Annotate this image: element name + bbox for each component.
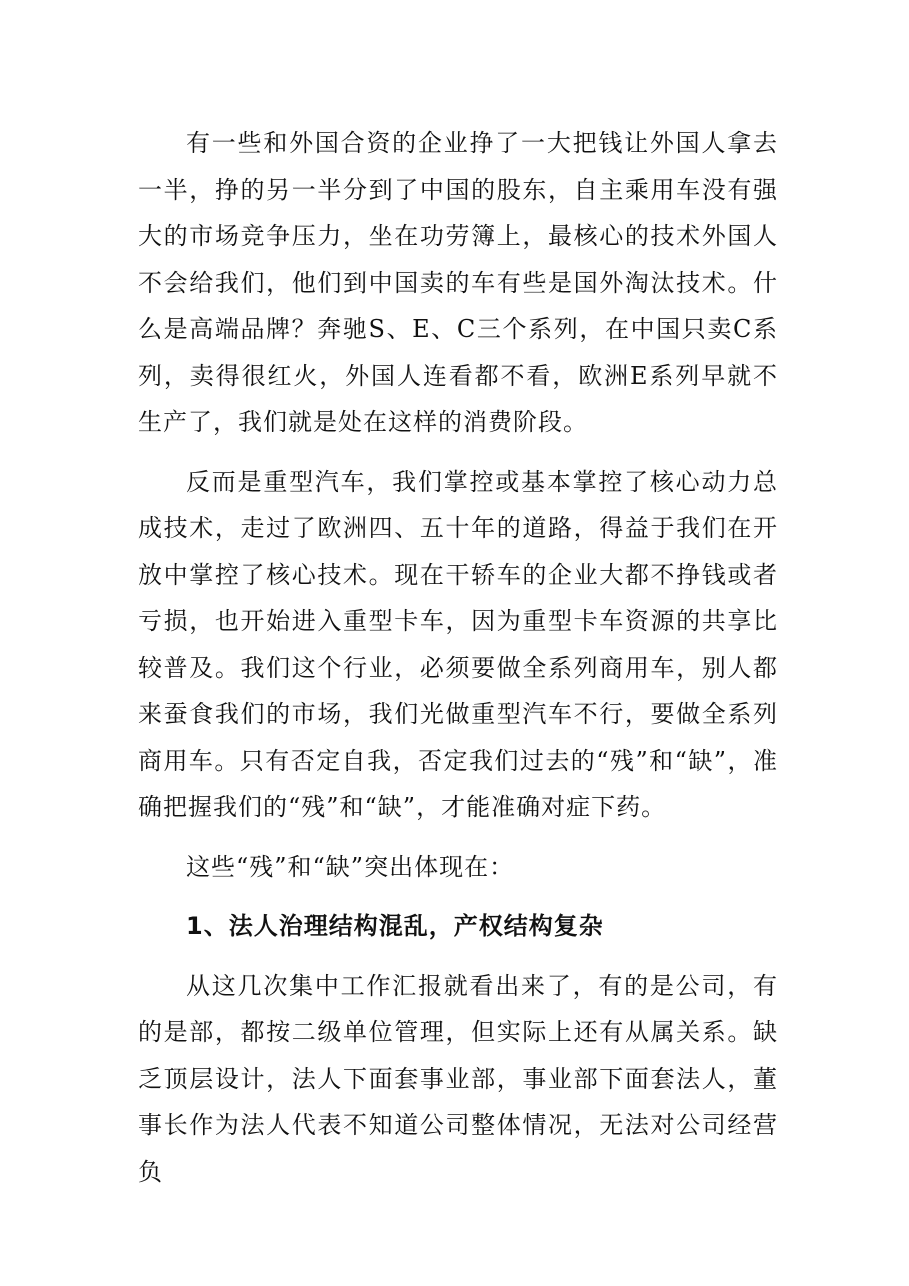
paragraph-heavy-vehicles: 反而是重型汽车，我们掌控或基本掌控了核心动力总成技术，走过了欧洲四、五十年的道路，得益于我们在开放中掌控了核心技术。现在干轿车的企业大都不挣钱或者亏损，也开始进入重型卡车，因为重型卡车资源的共享比较普及。我们这个行业，必须要做全系列商用车，别人都来蚕食我们的市场，我们光做重型汽车不行，要做全系列商用车。只有否定自我，否定我们过去的“残”和“缺”，准确把握我们的“残”和“缺”，才能准确对症下药。 [138, 467, 778, 821]
document-body [138, 120, 778, 1195]
section-heading: 1、法人治理结构混乱，产权结构复杂 [186, 912, 604, 940]
paragraph-joint-venture: 有一些和外国合资的企业挣了一大把钱让外国人拿去一半，挣的另一半分到了中国的股东，自主乘用车没有强大的市场竞争压力，坐在功劳簿上，最核心的技术外国人不会给我们，他们到中国卖的车有些是国外淘汰技术。什么是高端品牌？奔驰S、E、C三个系列，在中国只卖C系列，卖得很红火，外国人连看都不看，欧洲E系列早就不生产了，我们就是处在这样的消费阶段。 [138, 129, 778, 436]
paragraph-governance: 从这几次集中工作汇报就看出来了，有的是公司，有的是部，都按二级单位管理，但实际上还有从属关系。缺乏顶层设计，法人下面套事业部，事业部下面套法人，董事长作为法人代表不知道公司整体情况，无法对公司经营负 [138, 971, 778, 1186]
paragraph-shortcomings-intro: 这些“残”和“缺”突出体现在： [186, 852, 515, 881]
